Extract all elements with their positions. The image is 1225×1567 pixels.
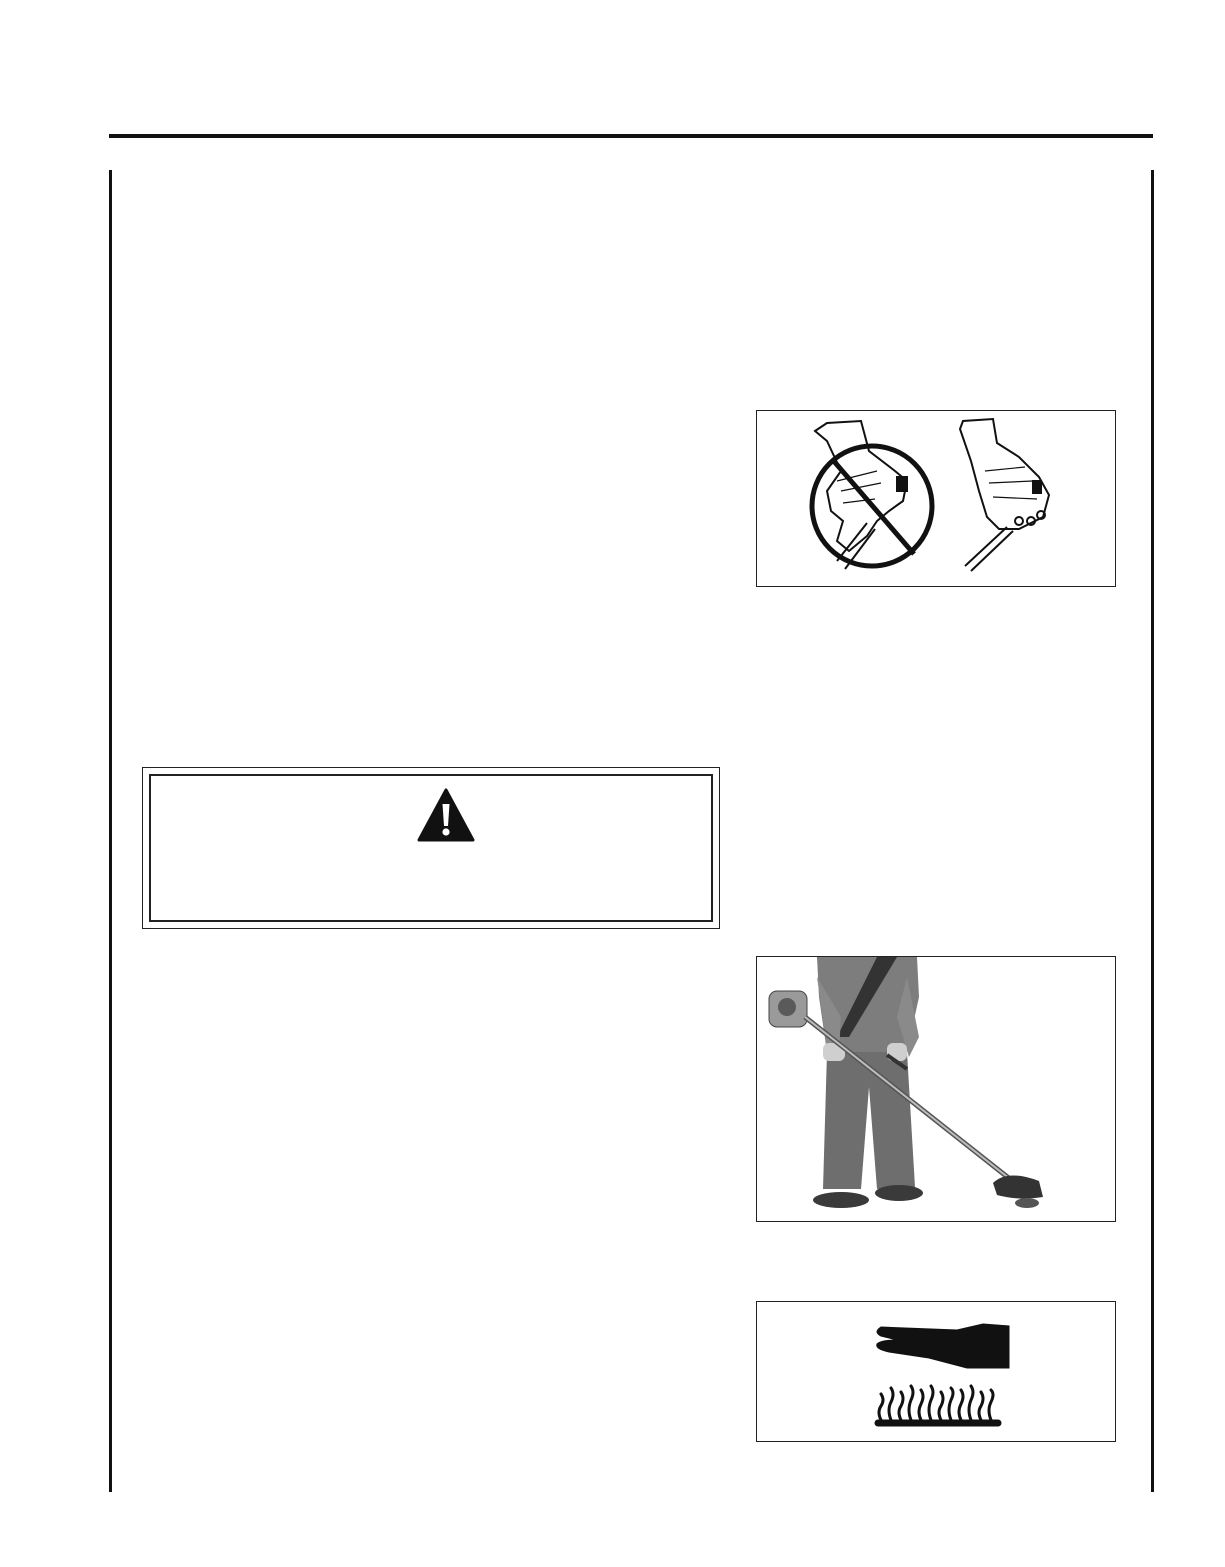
warning-box-inner bbox=[149, 774, 713, 922]
warning-triangle-icon bbox=[417, 788, 475, 842]
operator-figure bbox=[813, 957, 923, 1208]
glove-grip-illustration bbox=[756, 410, 1116, 587]
header-rule bbox=[109, 134, 1153, 138]
right-margin-rule bbox=[1151, 170, 1154, 1492]
left-margin-rule bbox=[109, 170, 112, 1492]
operator-trimmer-photo bbox=[756, 956, 1116, 1222]
hot-surface-symbol bbox=[756, 1301, 1116, 1442]
hand-over-heat-icon bbox=[875, 1324, 1009, 1426]
correct-grip-icon bbox=[960, 419, 1049, 571]
warning-box bbox=[142, 767, 720, 929]
